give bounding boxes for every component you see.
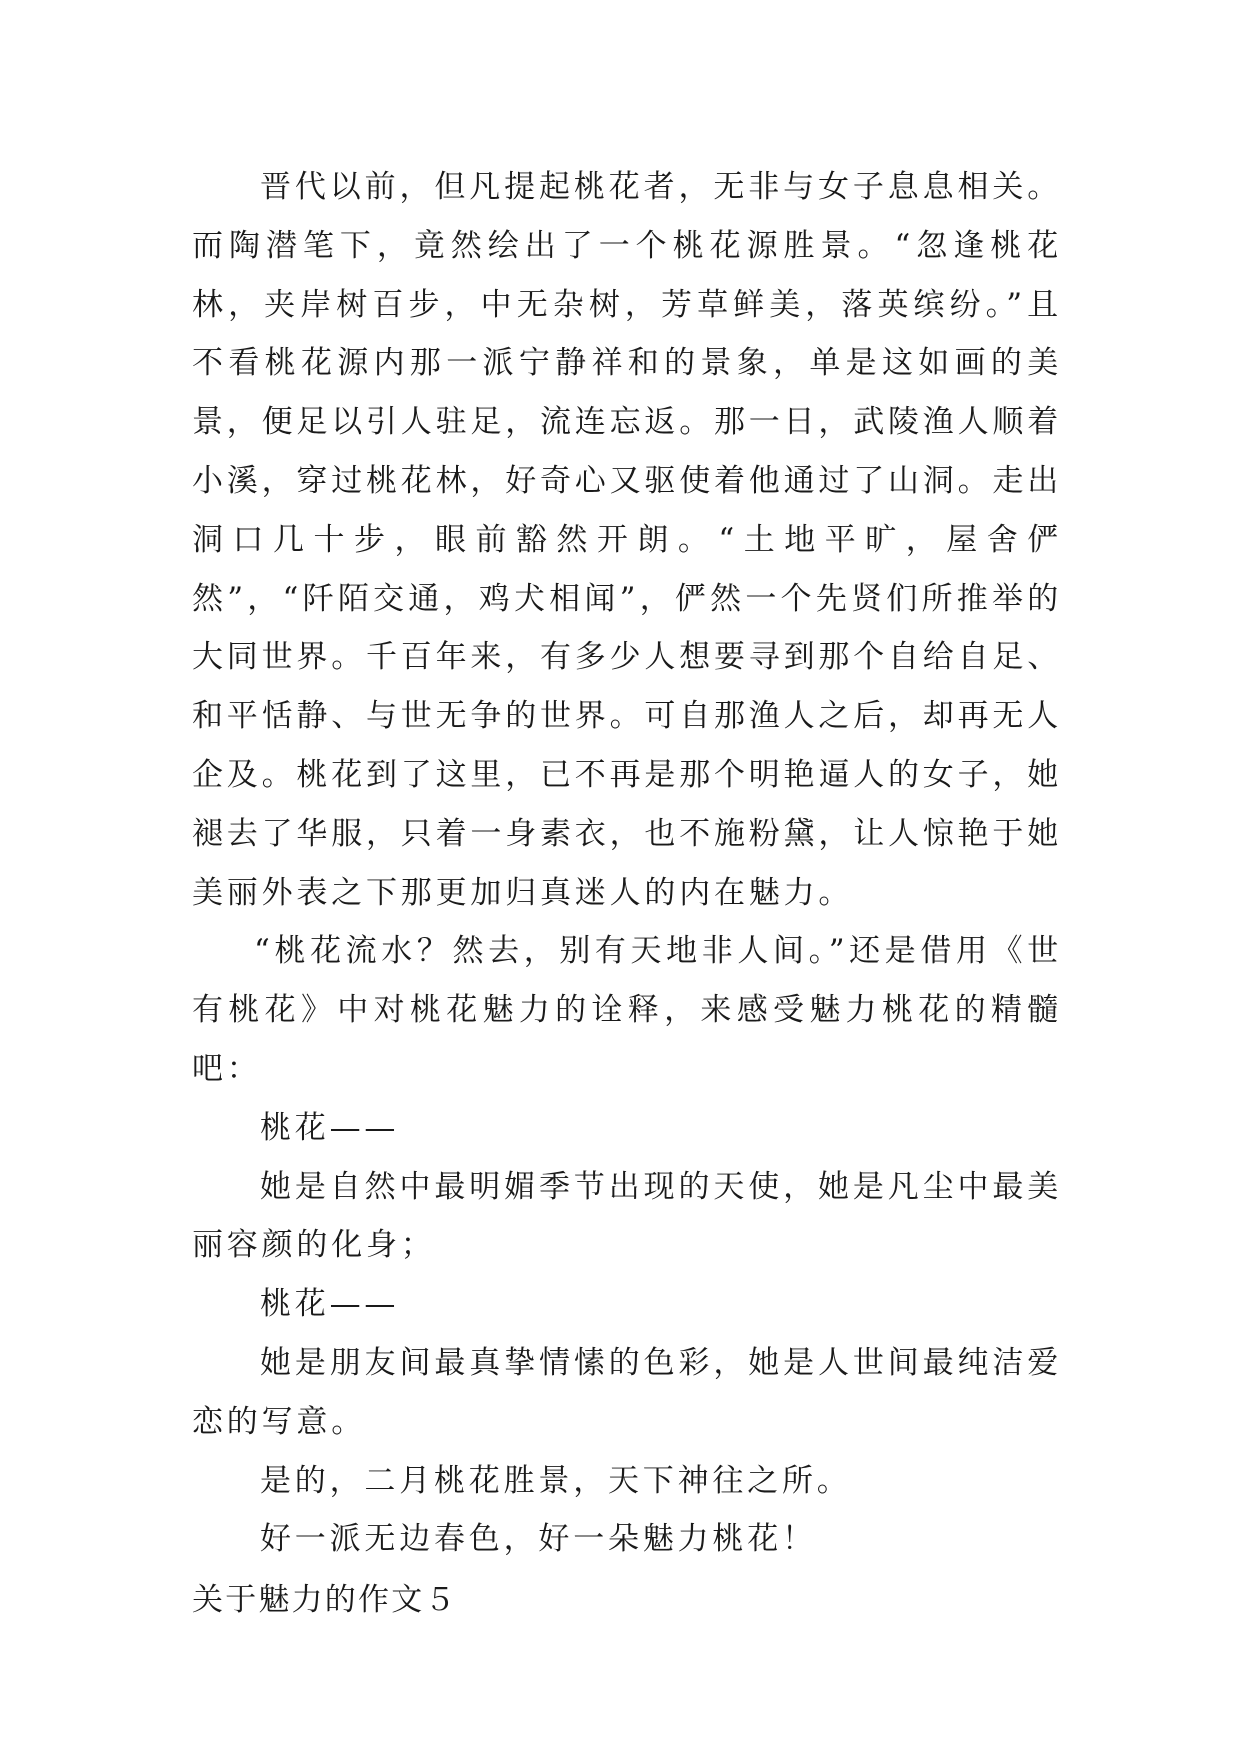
paragraph-february: 是的，二月桃花胜景，天下神往之所。: [260, 1462, 852, 1499]
paragraph-peach-blossom-spring: 晋代以前，但凡提起桃花者，无非与女子息息相关。而陶潜笔下，竟然绘出了一个桃花源胜景。“忽逢桃花林，夹岸树百步，中无杂树，芳草鲜美，落英缤纷。”且不看桃花源内那一派宁静祥和的景象，单是这如画的美景，便足以引人驻足，流连忘返。那一日，武陵渔人顺着小溪，穿过桃花林，好奇心又驱使着他通过了山洞。走出洞口几十步，眼前豁然开朗。“土地平旷，屋舍俨然”，“阡陌交通，鸡犬相闻”，俨然一个先贤们所推举的大同世界。千百年来，有多少人想要寻到那个自给自足、和平恬静、与世无争的世界。可自那渔人之后，却再无人企及。桃花到了这里，已不再是那个明艳逼人的女子，她褪去了华服，只着一身素衣，也不施粉黛，让人惊艳于她美丽外表之下那更加归真迷人的内在魅力。: [192, 169, 1062, 911]
paragraph-peach-heading-1: 桃花——: [260, 1109, 400, 1146]
paragraph-quote-world: “桃花流水？然去，别有天地非人间。”还是借用《世有桃花》中对桃花魅力的诠释，来感受魅力桃花的精髓吧：: [192, 933, 1062, 1087]
paragraph-friendship: 她是朋友间最真挚情愫的色彩，她是人世间最纯洁爱恋的写意。: [192, 1344, 1062, 1440]
paragraph-spring-scene: 好一派无边春色，好一朵魅力桃花！: [260, 1521, 817, 1558]
paragraph-peach-heading-2: 桃花——: [260, 1286, 400, 1323]
document-body: [192, 158, 1062, 1630]
essay-heading: 关于魅力的作文５: [192, 1582, 458, 1619]
paragraph-angel: 她是自然中最明媚季节出现的天使，她是凡尘中最美丽容颜的化身；: [192, 1168, 1062, 1264]
